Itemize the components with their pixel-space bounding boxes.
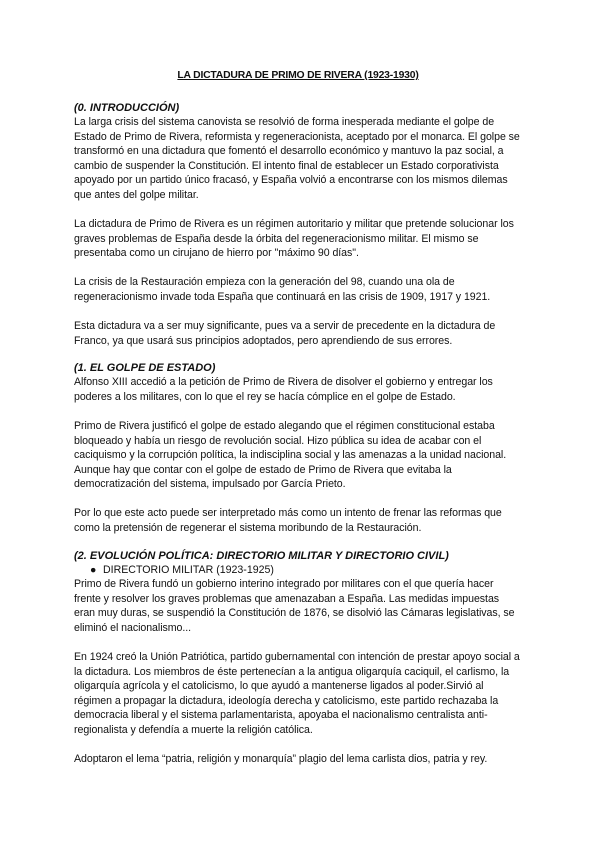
paragraph: Primo de Rivera fundó un gobierno interino integrado por militares con el que quería hacer frente y resolver los graves problemas que amenazaban a España. Las medidas impuestas eran muy duras, se suspendió la Constitución de 1876, se disolvió las Cámaras legislativas, se eliminó el nacionalismo... (74, 578, 515, 634)
paragraph: Esta dictadura va a ser muy significante, pues va a servir de precedente en la dictadura de Franco, ya que usará sus principios adoptados, pero aprendiendo de sus errores. (74, 320, 496, 347)
bullet-item (90, 563, 522, 578)
bullet-text: DIRECTORIO MILITAR (1923-1925) (103, 563, 274, 576)
paragraph: Adoptaron el lema “patria, religión y monarquía” plagio del lema carlista dios, patria y rey. (74, 753, 488, 766)
section-heading-golpe-de-estado: (1. EL GOLPE DE ESTADO) (74, 362, 216, 375)
paragraph: La larga crisis del sistema canovista se resolvió de forma inesperada mediante el golpe de Estado de Primo de Rivera, reformista y regeneracionista, aceptado por el monarca. El golpe se transformó en una dictadura que fomentó el desarrollo económico y mantuvo la paz social, a cambio de suspender la Constitución. El intento final de establecer un Estado corporativista apoyado por un partido único fracasó, y España volvió a encontrarse con los mismos dilemas que antes del golpe militar. (74, 116, 520, 201)
paragraph: En 1924 creó la Unión Patriótica, partido gubernamental con intención de prestar apoyo social a la dictadura. Los miembros de éste pertenecían a la antigua oligarquía caciquil, el carlismo, la oligarquía agrícola y el catolicismo, lo que ayudó a mantenerse ligados al poder.Sirvió al régimen a propagar la dictadura, ideología derecha y catolicismo, este partido rechazaba la democracia liberal y el sistema parlamentarista, apoyaba el nacionalismo centralista anti-regionalista y defendía a muerte la religión católica. (74, 651, 520, 736)
section-heading-evolucion-politica: (2. EVOLUCIÓN POLÍTICA: DIRECTORIO MILITAR Y DIRECTORIO CIVIL) (74, 549, 449, 562)
paragraph: Alfonso XIII accedió a la petición de Primo de Rivera de disolver el gobierno y entregar los poderes a los militares, con lo que el rey se hacía cómplice en el golpe de Estado. (74, 376, 493, 403)
paragraph: La dictadura de Primo de Rivera es un régimen autoritario y militar que pretende solucionar los graves problemas de España desde la órbita del regeneracionismo militar. El mismo se presentaba como un cirujano de hierro por "máximo 90 días". (74, 218, 514, 260)
bullet-dot-icon: ● (90, 563, 97, 576)
paragraph: La crisis de la Restauración empieza con la generación del 98, cuando una ola de regeneracionismo invade toda España que continuará en las crisis de 1909, 1917 y 1921. (74, 276, 491, 303)
paragraph: Por lo que este acto puede ser interpretado más como un intento de frenar las reformas que como la pretensión de regenerar el sistema moribundo de la Restauración. (74, 507, 502, 534)
document-title: LA DICTADURA DE PRIMO DE RIVERA (1923-1930) (177, 70, 419, 81)
paragraph: Primo de Rivera justificó el golpe de estado alegando que el régimen constitucional estaba bloqueado y había un riesgo de revolución social. Hizo pública su idea de acabar con el caciquismo y la corrupción política, la indisciplina social y las amenazas a la unidad nacional. Aunque hay que contar con el golpe de estado de Primo de Rivera que evitaba la democratización del sistema, impulsado por García Prieto. (74, 419, 507, 491)
section-heading-introduccion: (0. INTRODUCCIÓN) (74, 102, 180, 114)
